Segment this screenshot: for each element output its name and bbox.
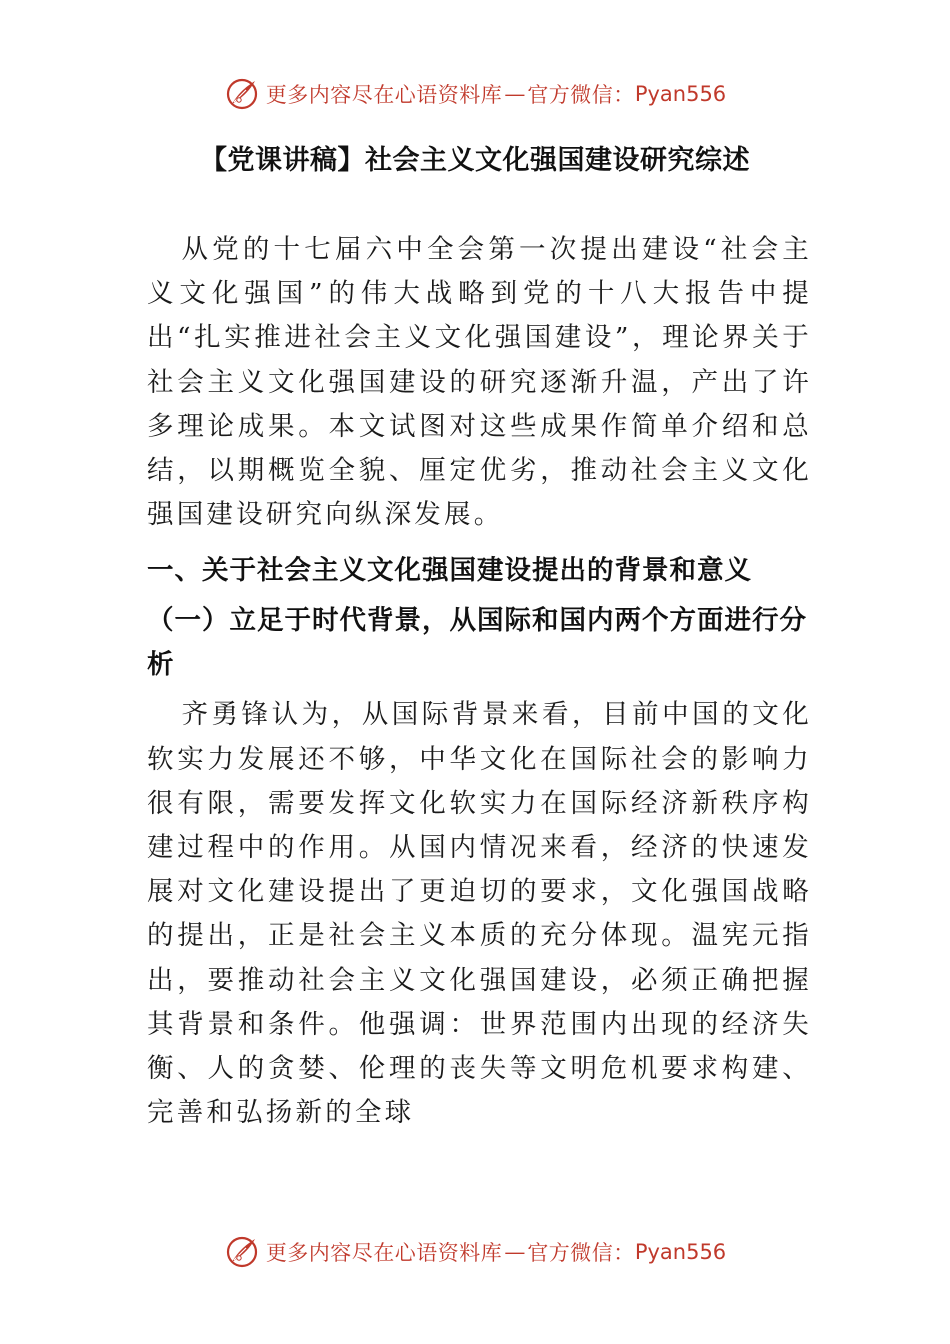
section-heading: 一、关于社会主义文化强国建设提出的背景和意义 [147, 555, 752, 587]
quill-pen-logo-icon [224, 76, 260, 112]
watermark-contact-id: Pyan556 [634, 1240, 727, 1264]
watermark-brand-text: 更多内容尽在心语资料库 [265, 1241, 503, 1265]
watermark-brand-text: 更多内容尽在心语资料库 [265, 83, 503, 107]
watermark-separator: — [504, 1240, 526, 1264]
intro-paragraph: 从党的十七届六中全会第一次提出建设“社会主义文化强国”的伟大战略到党的十八大报告中提出“扎实推进社会主义文化强国建设”，理论界关于社会主义文化强国建设的研究逐渐升温，产出了许多理论成果。本文试图对这些成果作简单介绍和总结，以期概览全貌、厘定优劣，推动社会主义文化强国建设研究向纵深发展。 [147, 234, 812, 531]
body-paragraph: 齐勇锋认为，从国际背景来看，目前中国的文化软实力发展还不够，中华文化在国际社会的影响力很有限，需要发挥文化软实力在国际经济新秩序构建过程中的作用。从国内情况来看，经济的快速发展对文化建设提出了更迫切的要求，文化强国战略的提出，正是社会主义本质的充分体现。温宪元指出，要推动社会主义文化强国建设，必须正确把握其背景和条件。他强调：世界范围内出现的经济失衡、人的贪婪、伦理的丧失等文明危机要求构建、完善和弘扬新的全球 [147, 699, 812, 1129]
footer-watermark [0, 1230, 950, 1274]
header-watermark [0, 72, 950, 116]
watermark-contact-id: Pyan556 [634, 82, 727, 106]
watermark-separator: — [504, 82, 526, 106]
subsection-heading: （一）立足于时代背景，从国际和国内两个方面进行分析 [147, 605, 807, 681]
document-title: 【党课讲稿】社会主义文化强国建设研究综述 [200, 145, 750, 176]
watermark-contact-label: 官方微信： [527, 83, 635, 107]
document-body [147, 228, 812, 1135]
watermark-contact-label: 官方微信： [527, 1241, 635, 1265]
quill-pen-logo-icon [224, 1234, 260, 1270]
